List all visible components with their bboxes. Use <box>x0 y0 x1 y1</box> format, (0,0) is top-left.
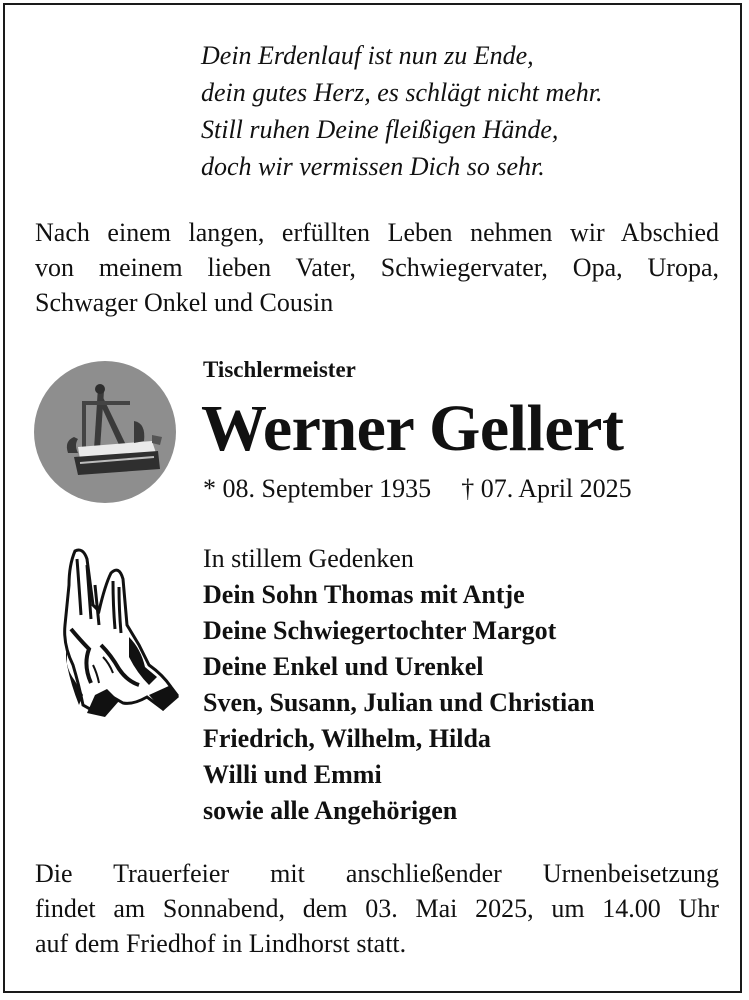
poem-line: Still ruhen Deine fleißigen Hände, <box>201 115 559 144</box>
carpenter-tools-icon <box>34 361 176 503</box>
mourners-heading: In stillem Gedenken <box>203 544 414 573</box>
mourner-line: Willi und Emmi <box>203 760 382 789</box>
deceased-name: Werner Gellert <box>201 392 624 465</box>
closing-line: Die Trauerfeier mit anschließender Urnenbeisetzung <box>35 859 719 888</box>
poem-line: dein gutes Herz, es schlägt nicht mehr. <box>201 78 603 107</box>
closing-line: findet am Sonnabend, dem 03. Mai 2025, um 14.00 Uhr <box>35 894 719 923</box>
mourner-line: Sven, Susann, Julian und Christian <box>203 688 595 717</box>
life-dates <box>203 471 632 507</box>
funeral-notice <box>35 856 719 961</box>
intro-line: Nach einem langen, erfüllten Leben nehmen wir Abschied <box>35 218 719 247</box>
mourner-line: sowie alle Angehörigen <box>203 796 458 825</box>
closing-line: auf dem Friedhof in Lindhorst statt. <box>35 929 407 958</box>
intro-line: von meinem lieben Vater, Schwiegervater, Opa, Uropa, <box>35 253 719 282</box>
intro-line: Schwager Onkel und Cousin <box>35 288 334 317</box>
occupation-title: Tischlermeister <box>203 357 356 382</box>
memorial-poem <box>201 37 603 185</box>
mourner-line: Deine Schwiegertochter Margot <box>203 616 557 645</box>
praying-hands-icon <box>53 545 181 725</box>
mourner-line: Dein Sohn Thomas mit Antje <box>203 580 525 609</box>
obituary-frame <box>3 3 742 993</box>
poem-line: doch wir vermissen Dich so sehr. <box>201 152 545 181</box>
mourner-line: Deine Enkel und Urenkel <box>203 652 484 681</box>
mourners-list <box>203 541 595 829</box>
death-date: † 07. April 2025 <box>461 474 632 503</box>
poem-line: Dein Erdenlauf ist nun zu Ende, <box>201 41 534 70</box>
birth-date: * 08. September 1935 <box>203 474 432 503</box>
intro-text <box>35 215 719 320</box>
mourner-line: Friedrich, Wilhelm, Hilda <box>203 724 491 753</box>
